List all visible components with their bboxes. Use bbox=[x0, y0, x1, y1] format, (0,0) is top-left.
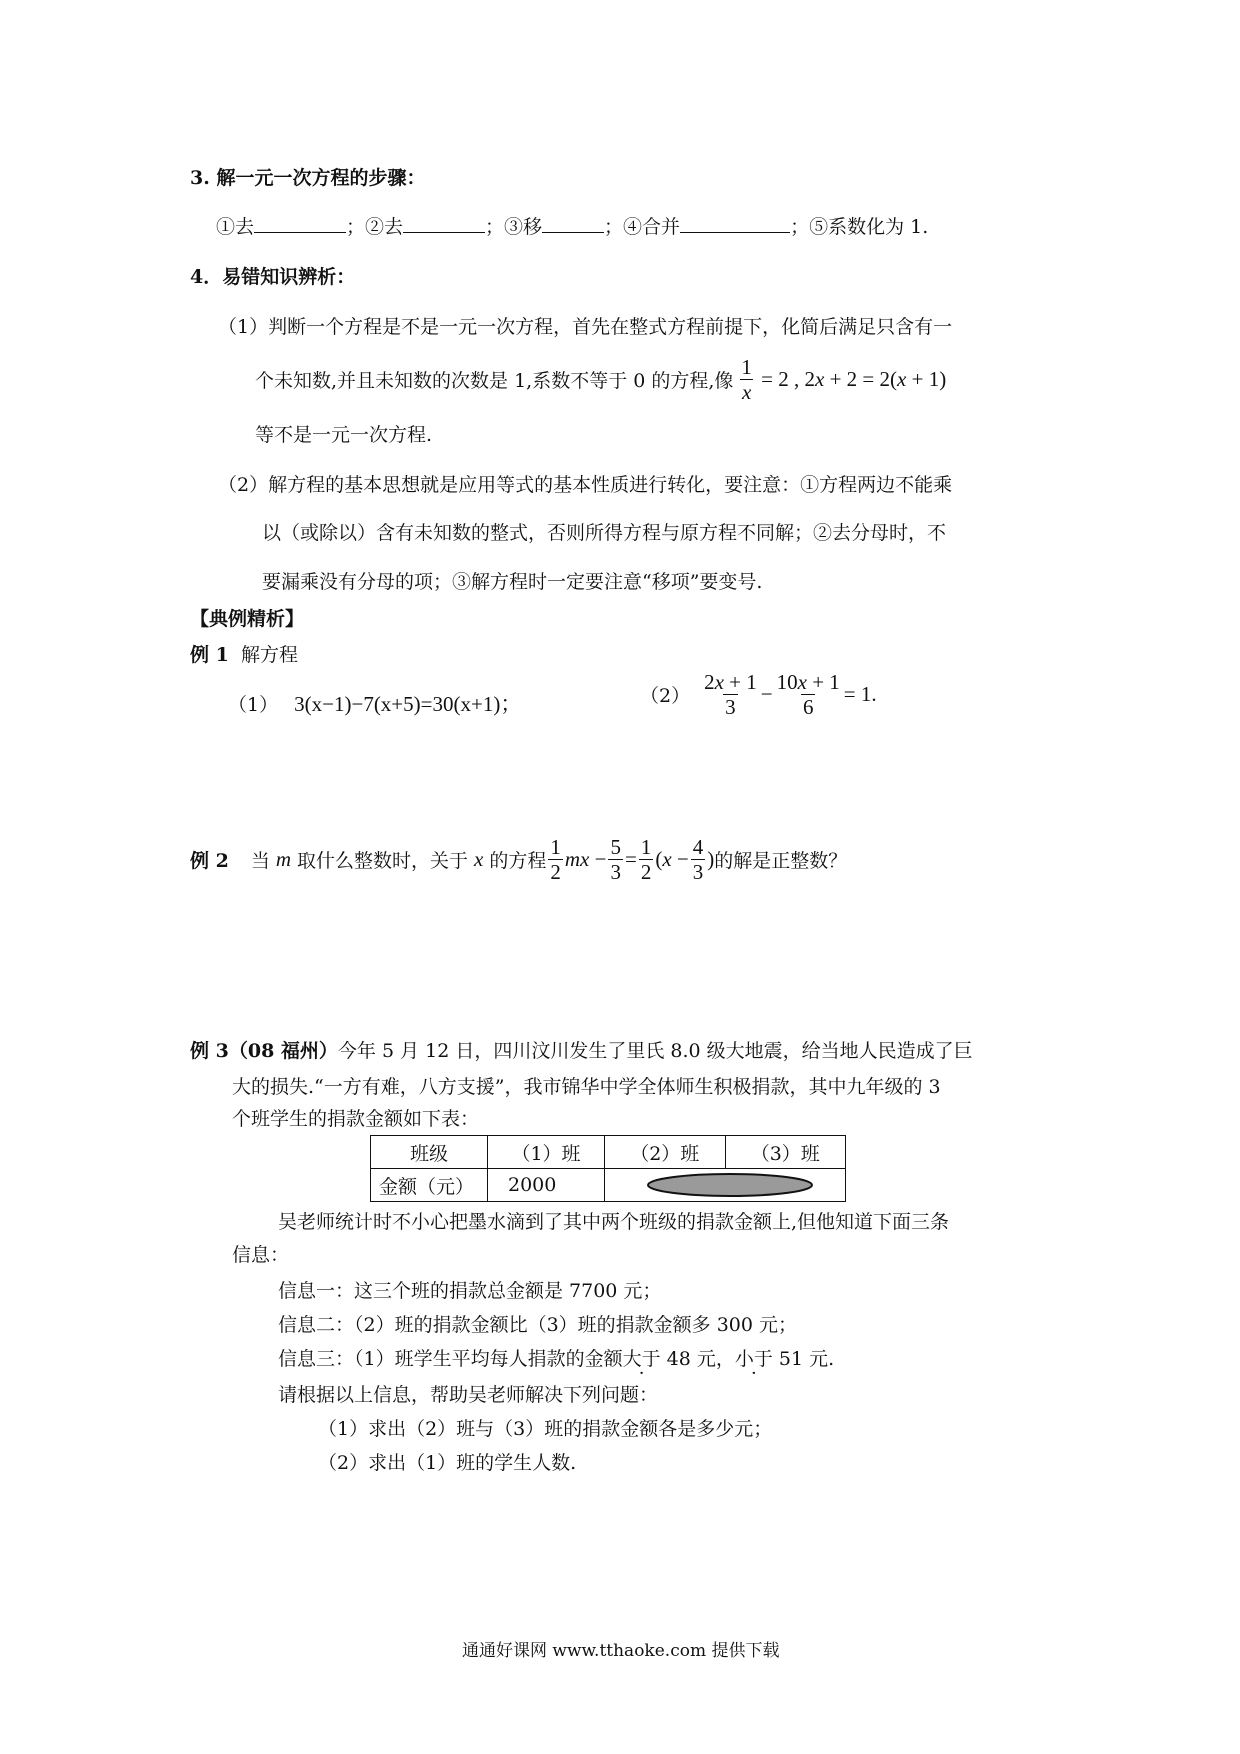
item2-line2: 以（或除以）含有未知数的整式，否则所得方程与原方程不同解；②去分母时，不 bbox=[262, 522, 947, 544]
step-4-label: ；④合并 bbox=[604, 216, 681, 238]
example-1-part-2 bbox=[640, 670, 877, 719]
example-1-label: 例 1 bbox=[190, 644, 229, 666]
section-3-title: 3. 解一元一次方程的步骤： bbox=[190, 167, 426, 189]
header-class-1: （1）班 bbox=[488, 1136, 605, 1169]
after-table-line2: 信息： bbox=[232, 1244, 290, 1266]
example-1-header bbox=[190, 640, 298, 667]
variable-x: x bbox=[474, 847, 484, 872]
info-1: 信息一：这三个班的捐款总金额是 7700 元； bbox=[278, 1280, 662, 1302]
info-2: 信息二：（2）班的捐款金额比（3）班的捐款金额多 300 元； bbox=[278, 1314, 798, 1336]
item1-line1: （1）判断一个方程是不是一元一次方程，首先在整式方程前提下，化简后满足只含有一 bbox=[218, 316, 953, 338]
example-non-linear-equations: $\frac{1}{x}$ = 2 , 2x + 2 = 2(x + 1) bbox=[741, 355, 947, 405]
step-2-blank[interactable] bbox=[403, 212, 485, 233]
page-footer: 通通好课网 www.tthaoke.com 提供下载 bbox=[462, 1641, 780, 1661]
example-1-part-1-equation: 3(x−1)−7(x+5)=30(x+1)； bbox=[294, 692, 522, 716]
variable-m: m bbox=[275, 847, 292, 872]
info-3-text-e: 51 元. bbox=[772, 1348, 835, 1370]
row-label-amount: 金额（元） bbox=[371, 1169, 488, 1202]
example-2-text-c: 的方程 bbox=[489, 850, 547, 873]
example-3-line2: 大的损失.“一方有难，八方支援”，我市锦华中学全体师生积极捐款，其中九年级的 3 bbox=[232, 1076, 941, 1098]
example-2-text-d: 的解是正整数？ bbox=[714, 850, 848, 873]
fraction-10x-plus-1-over-6: $\frac{10x + 1}{6}$ bbox=[776, 670, 840, 720]
donation-table bbox=[370, 1135, 846, 1202]
info-3-emphasis-greater: 大于 bbox=[622, 1348, 661, 1370]
amount-class-1: 2000 bbox=[488, 1169, 605, 1202]
step-5-label: ；⑤系数化为 1. bbox=[790, 216, 929, 238]
instruction: 请根据以上信息，帮助吴老师解决下列问题： bbox=[278, 1384, 659, 1406]
question-2: （2）求出（1）班的学生人数. bbox=[318, 1452, 577, 1474]
example-3-label: 例 3 bbox=[190, 1040, 229, 1062]
step-2-label: ；②去 bbox=[346, 216, 404, 238]
example-2-equation: $\frac{1}{2}$ mx − $\frac{5}{3}$ = $\frac{1}{2}$ (x − $\frac{4}{3}$ ) bbox=[550, 835, 715, 885]
ink-blot-icon bbox=[605, 1169, 845, 1201]
steps-line bbox=[216, 212, 928, 239]
fraction-one-over-x: $\frac{1}{x}$ bbox=[741, 355, 752, 405]
question-1: （1）求出（2）班与（3）班的捐款金额各是多少元； bbox=[318, 1418, 773, 1440]
step-3-blank[interactable] bbox=[542, 212, 604, 233]
table-header-row bbox=[371, 1136, 846, 1169]
example-2-text-b: 取什么整数时，关于 bbox=[297, 850, 469, 873]
header-class-3: （3）班 bbox=[725, 1136, 846, 1169]
examples-heading: 【典例精析】 bbox=[190, 608, 305, 630]
item2-line3: 要漏乘没有分母的项；③解方程时一定要注意“移项”要变号. bbox=[262, 571, 763, 593]
info-3-emphasis-less: 小于 bbox=[734, 1348, 773, 1370]
example-1-part-2-equation: $\frac{2x + 1}{3}$ − $\frac{10x + 1}{6}$ = 1. bbox=[704, 670, 877, 720]
example-3-line3: 个班学生的捐款金额如下表： bbox=[232, 1108, 480, 1130]
step-1-label: ①去 bbox=[216, 216, 255, 238]
example-2-text-a: 当 bbox=[250, 850, 270, 873]
item1-line2 bbox=[255, 355, 946, 404]
info-3-text-c: 48 元， bbox=[660, 1348, 735, 1370]
after-table-line1: 吴老师统计时不小心把墨水滴到了其中两个班级的捐款金额上,但他知道下面三条 bbox=[278, 1211, 950, 1233]
info-3-text-a: 信息三：（1）班学生平均每人捐款的金额 bbox=[278, 1348, 623, 1370]
item1-line3: 等不是一元一次方程. bbox=[255, 424, 433, 446]
step-3-label: ；③移 bbox=[485, 216, 543, 238]
item1-line2-text: 个未知数,并且未知数的次数是 1,系数不等于 0 的方程,像 bbox=[255, 370, 734, 393]
info-3 bbox=[278, 1344, 834, 1371]
example-1-part-1-label: （1） bbox=[228, 694, 279, 716]
example-3-text-1: 今年 5 月 12 日，四川汶川发生了里氏 8.0 级大地震，给当地人民造成了巨 bbox=[337, 1040, 973, 1062]
section-4-title: 4．易错知识辨析： bbox=[190, 266, 356, 288]
step-4-blank[interactable] bbox=[680, 212, 790, 233]
item2-line1: （2）解方程的基本思想就是应用等式的基本性质进行转化，要注意：①方程两边不能乘 bbox=[218, 474, 953, 496]
header-class: 班级 bbox=[371, 1136, 488, 1169]
fraction-2x-plus-1-over-3: $\frac{2x + 1}{3}$ bbox=[704, 670, 757, 720]
ink-blot-cell bbox=[605, 1169, 846, 1202]
table-amount-row bbox=[371, 1169, 846, 1202]
example-1-text: 解方程 bbox=[240, 644, 298, 666]
step-1-blank[interactable] bbox=[254, 212, 346, 233]
example-1-part-1 bbox=[228, 688, 521, 718]
example-2 bbox=[190, 835, 847, 884]
example-3-source: （08 福州） bbox=[228, 1040, 338, 1062]
example-2-label: 例 2 bbox=[190, 850, 229, 873]
example-1-part-2-label: （2） bbox=[640, 685, 691, 708]
example-3-line1 bbox=[190, 1036, 973, 1063]
header-class-2: （2）班 bbox=[605, 1136, 726, 1169]
